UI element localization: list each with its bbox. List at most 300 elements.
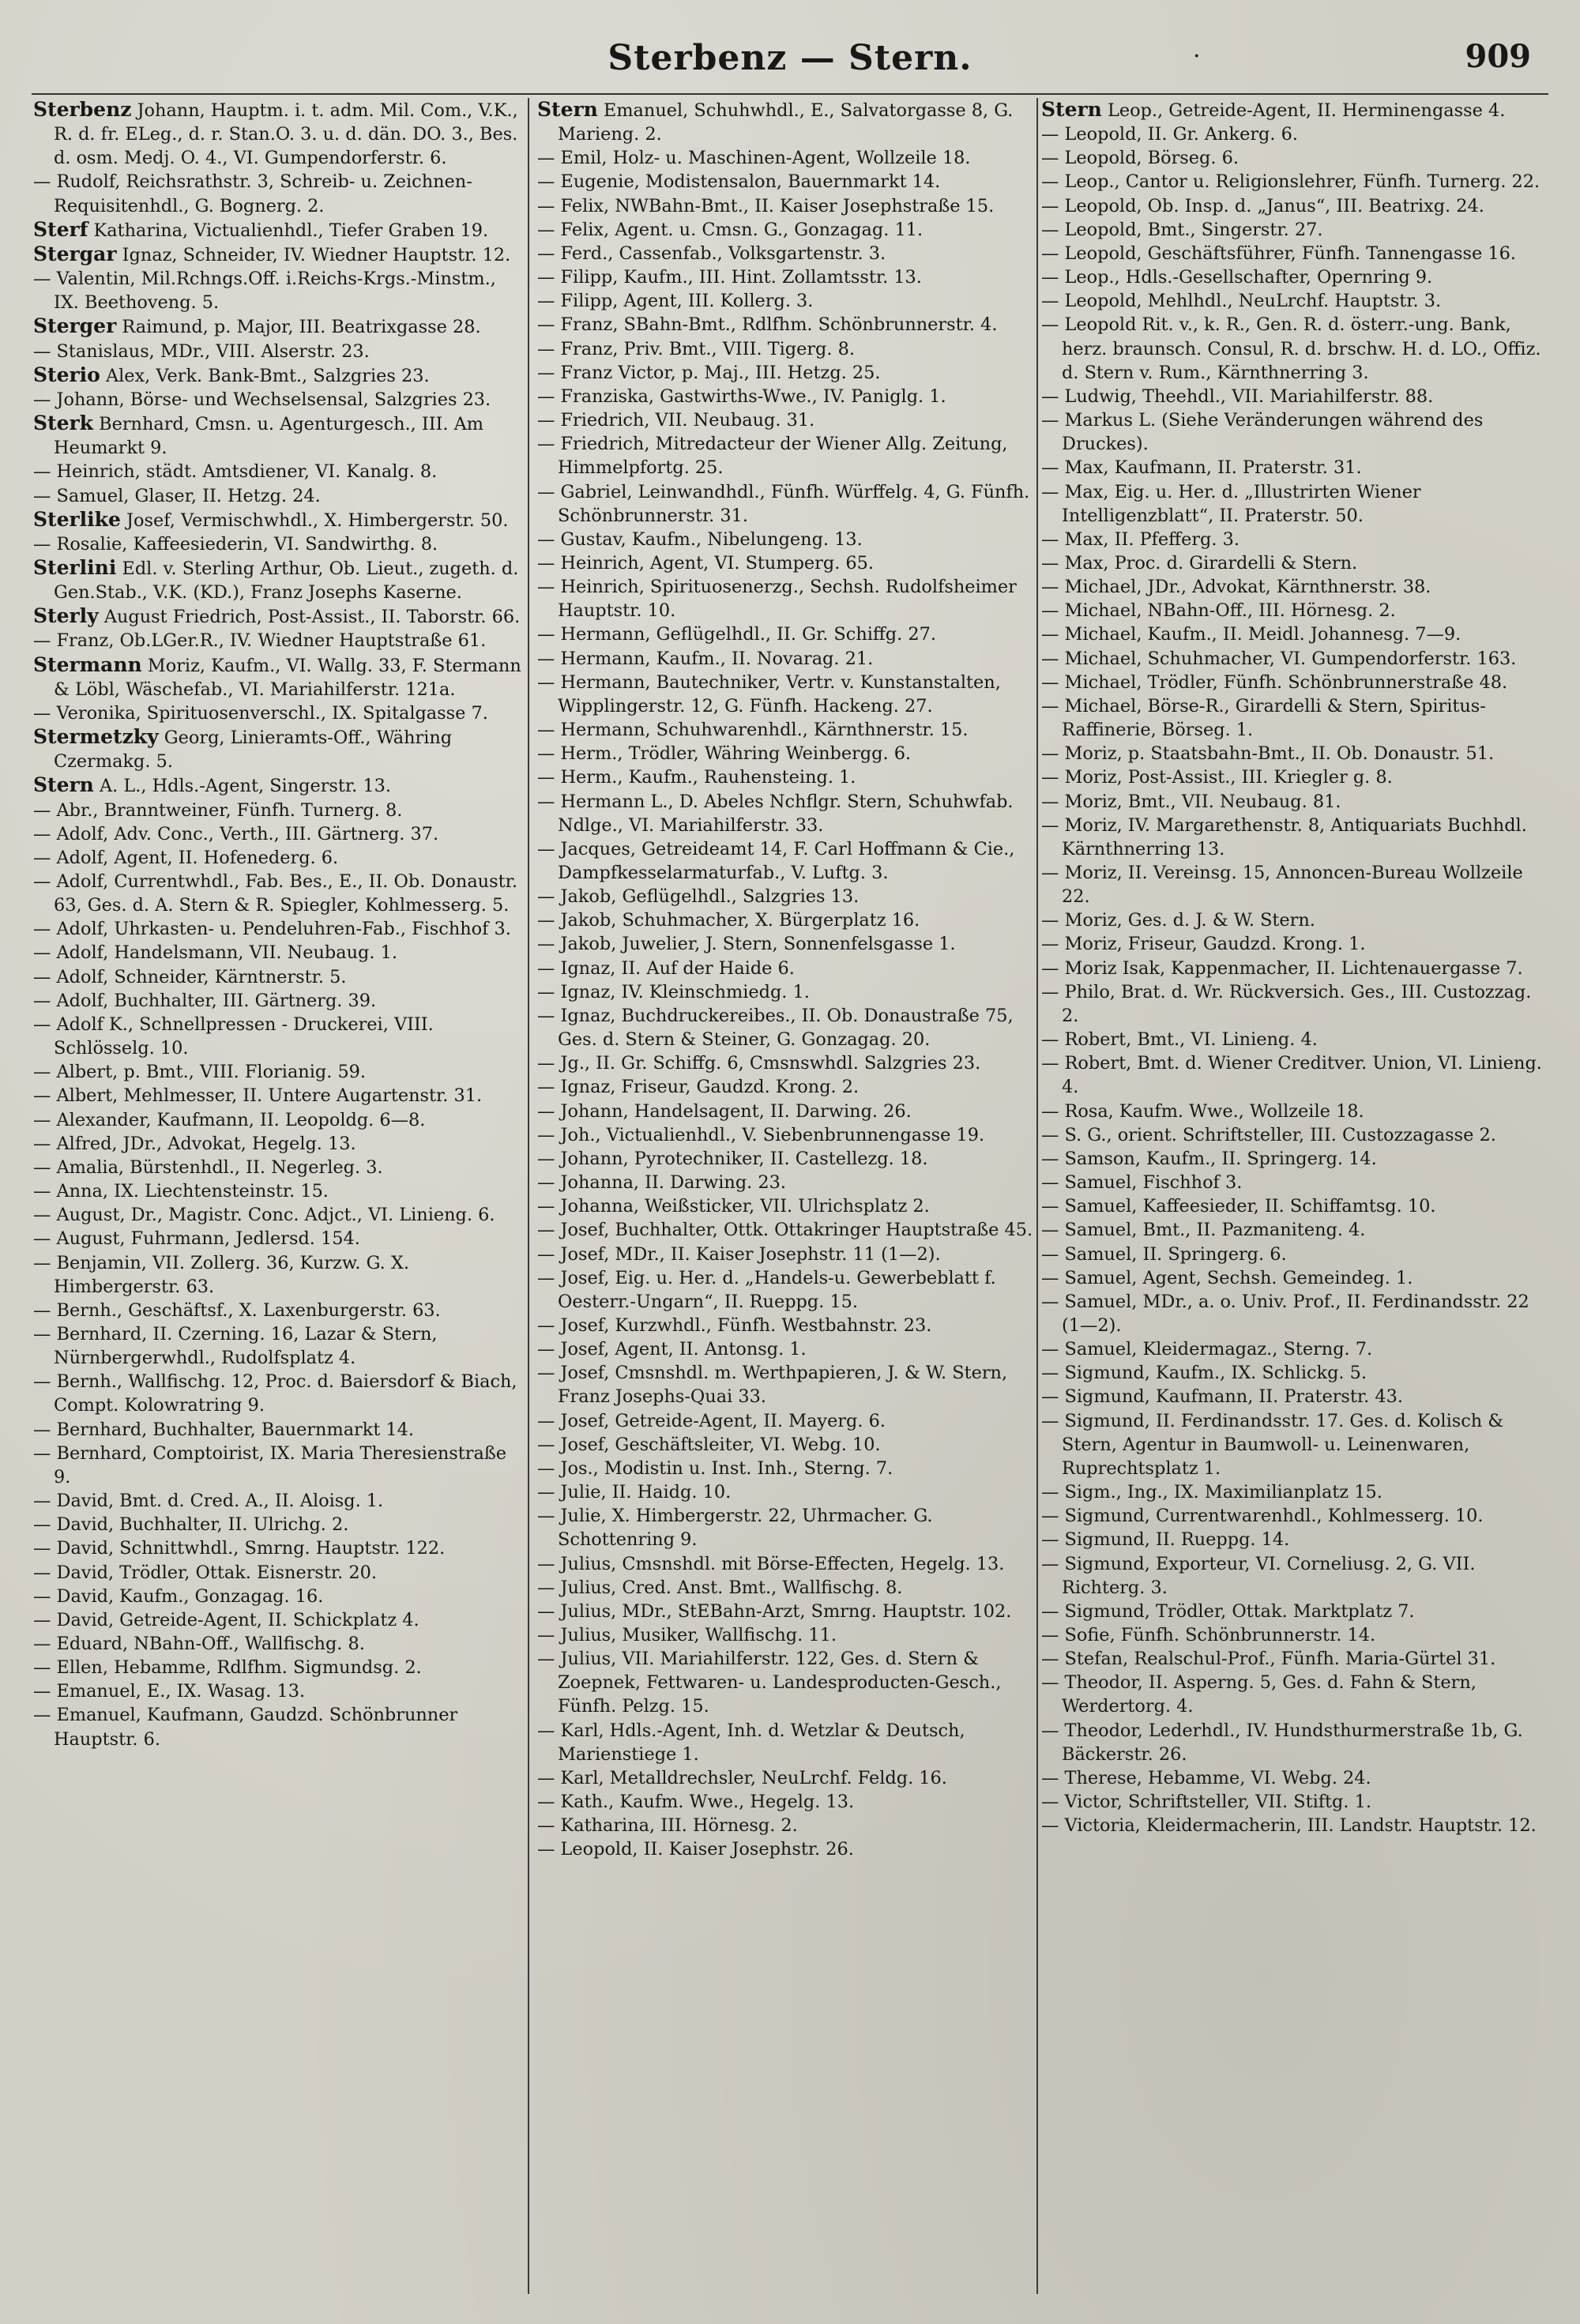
- entry-text: — Adolf, Adv. Conc., Verth., III. Gärtnerg. 37.: [33, 823, 439, 844]
- entry-text: — Josef, Buchhalter, Ottk. Ottakringer Hauptstraße 45.: [537, 1220, 1033, 1241]
- directory-entry: [537, 1243, 1035, 1266]
- directory-entry: [537, 1647, 1035, 1718]
- entry-text: — Adolf, Buchhalter, III. Gärtnerg. 39.: [33, 990, 377, 1011]
- entry-text: — Ignaz, Buchdruckereibes., II. Ob. Donaustraße 75, Ges. d. Stern & Steiner, G. Gonzagag. 20.: [537, 1005, 1014, 1051]
- entry-text: Raimund, p. Major, III. Beatrixgasse 28.: [116, 317, 481, 338]
- directory-entry: [1041, 1123, 1547, 1147]
- entry-text: — David, Getreide-Agent, II. Schickplatz 4.: [33, 1609, 419, 1630]
- entry-text: — Joh., Victualienhdl., V. Siebenbrunnengasse 19.: [537, 1124, 985, 1145]
- directory-entry: [1041, 1766, 1547, 1790]
- directory-entry: [1041, 765, 1547, 789]
- directory-entry: [537, 575, 1035, 622]
- directory-entry: [33, 917, 521, 941]
- entry-text: — Josef, MDr., II. Kaiser Josephstr. 11 (1—2).: [537, 1243, 941, 1265]
- directory-entry: [33, 340, 521, 363]
- entry-text: — Adolf K., Schnellpressen - Druckerei, VIII. Schlösselg. 10.: [33, 1013, 434, 1059]
- entry-text: — Friedrich, Mitredacteur der Wiener Allg. Zeitung, Himmelpfortg. 25.: [537, 434, 1008, 479]
- entry-text: — Leopold, II. Kaiser Josephstr. 26.: [537, 1839, 854, 1860]
- entry-text: — Heinrich, Agent, VI. Stumperg. 65.: [537, 552, 875, 573]
- directory-entry: [33, 314, 521, 339]
- directory-entry: [537, 980, 1035, 1004]
- entry-text: — Leopold Rit. v., k. R., Gen. R. d. österr.-ung. Bank, herz. braunsch. Consul, R. d. brschw. H. d. LO., Offiz. d. Stern v. Rum., Kärnthnerring 3.: [1041, 314, 1541, 383]
- directory-entry: [1041, 528, 1547, 551]
- page-number: 909: [1465, 38, 1531, 75]
- entry-text: — Moriz, II. Vereinsg. 15, Annoncen-Bureau Wollzeile 22.: [1041, 863, 1523, 908]
- entry-text: — Moriz, Post-Assist., III. Kriegler g. 8.: [1041, 767, 1393, 788]
- directory-entry: [33, 1370, 521, 1417]
- entry-text: Moriz, Kaufm., VI. Wallg. 33, F. Stermann & Löbl, Wäschefab., VI. Mariahilferstr. 121a.: [54, 655, 521, 700]
- directory-entry: [33, 773, 521, 798]
- directory-entry: [33, 941, 521, 965]
- entry-text: — Johann, Pyrotechniker, II. Castellezg. 18.: [537, 1148, 928, 1169]
- directory-entry: [33, 412, 521, 460]
- entry-text: — Valentin, Mil.Rchngs.Off. i.Reichs-Krgs.-Minstm., IX. Beethoveng. 5.: [33, 269, 496, 314]
- directory-entry: [33, 1513, 521, 1536]
- directory-entry: [1041, 1100, 1547, 1123]
- entry-text: — Franz, Ob.LGer.R., IV. Wiedner Hauptstraße 61.: [33, 630, 487, 652]
- entry-text: — Theodor, Lederhdl., IV. Hundsthurmerstraße 1b, G. Bäckerstr. 26.: [1041, 1720, 1523, 1765]
- directory-entry: [537, 1814, 1035, 1837]
- directory-entry: [1041, 408, 1547, 456]
- directory-entry: [1041, 480, 1547, 528]
- entry-text: — Samuel, II. Springerg. 6.: [1041, 1243, 1287, 1265]
- entry-text: — Samuel, Bmt., II. Pazmaniteng. 4.: [1041, 1220, 1366, 1241]
- entry-surname: Stern: [33, 773, 94, 797]
- directory-entry: [1041, 1266, 1547, 1290]
- directory-entry: [33, 1251, 521, 1299]
- entry-surname: Sterlike: [33, 507, 121, 531]
- entry-text: — August, Fuhrmann, Jedlersd. 154.: [33, 1228, 360, 1250]
- directory-entry: [1041, 146, 1547, 170]
- entry-text: — Max, Eig. u. Her. d. „Illustrirten Wiener Intelligenzblatt“, II. Praterstr. 50.: [1041, 481, 1421, 526]
- directory-entry: [537, 1837, 1035, 1861]
- entry-text: — Alexander, Kaufmann, II. Leopoldg. 6—8.: [33, 1109, 426, 1130]
- entry-text: Leop., Getreide-Agent, II. Herminengasse 4.: [1101, 100, 1506, 121]
- directory-entry: [33, 965, 521, 989]
- entry-text: — Josef, Agent, II. Antonsg. 1.: [537, 1339, 807, 1360]
- entry-text: Bernhard, Cmsn. u. Agenturgesch., III. Am Heumarkt 9.: [54, 414, 484, 459]
- directory-entry: [1041, 575, 1547, 599]
- directory-entry: [1041, 1051, 1547, 1099]
- entry-text: — Therese, Hebamme, VI. Webg. 24.: [1041, 1767, 1371, 1788]
- directory-entry: [1041, 1243, 1547, 1266]
- column-divider-2: [1036, 98, 1038, 2294]
- directory-entry: [537, 622, 1035, 646]
- directory-entry: [537, 194, 1035, 218]
- entry-surname: Sterk: [33, 412, 94, 435]
- entry-text: — Felix, NWBahn-Bmt., II. Kaiser Josephstraße 15.: [537, 195, 995, 216]
- entry-text: — Karl, Hdls.-Agent, Inh. d. Wetzlar & Deutsch, Marienstiege 1.: [537, 1720, 965, 1765]
- directory-entry: [537, 790, 1035, 837]
- directory-entry: [537, 957, 1035, 980]
- directory-entry: [1041, 1600, 1547, 1623]
- entry-text: — Heinrich, städt. Amtsdiener, VI. Kanalg. 8.: [33, 461, 438, 483]
- entry-text: — Franziska, Gastwirths-Wwe., IV. Paniglg. 1.: [537, 385, 946, 407]
- directory-entry: [537, 1790, 1035, 1814]
- entry-text: — Julie, X. Himbergerstr. 22, Uhrmacher. G. Schottenring 9.: [537, 1506, 933, 1551]
- entry-text: — Jos., Modistin u. Inst. Inh., Sterng. 7.: [537, 1457, 893, 1479]
- directory-entry: [537, 932, 1035, 956]
- directory-entry: [1041, 122, 1547, 146]
- entry-text: — Moriz Isak, Kappenmacher, II. Lichtenauergasse 7.: [1041, 957, 1523, 979]
- entry-text: — Samuel, Fischhof 3.: [1041, 1172, 1243, 1194]
- entry-text: Edl. v. Sterling Arthur, Ob. Lieut., zugeth. d. Gen.Stab., V.K. (KD.), Franz Josephs Kaserne.: [54, 558, 519, 604]
- entry-text: — Sigmund, Currentwarenhdl., Kohlmesserg. 10.: [1041, 1506, 1484, 1527]
- entry-text: — Max, Kaufmann, II. Praterstr. 31.: [1041, 457, 1362, 479]
- entry-text: — Sigm., Ing., IX. Maximilianplatz 15.: [1041, 1482, 1382, 1503]
- entry-text: — Veronika, Spirituosenverschl., IX. Spitalgasse 7.: [33, 702, 488, 724]
- entry-text: — Julius, MDr., StEBahn-Arzt, Smrng. Hauptstr. 102.: [537, 1600, 1012, 1622]
- directory-entry: [33, 725, 521, 773]
- entry-text: — Kath., Kaufm. Wwe., Hegelg. 13.: [537, 1792, 855, 1813]
- directory-entry: [537, 1147, 1035, 1171]
- directory-entry: [33, 1084, 521, 1107]
- directory-entry: [1041, 98, 1547, 122]
- directory-entry: [537, 1314, 1035, 1337]
- entry-text: — Leop., Hdls.-Gesellschafter, Opernring 9.: [1041, 267, 1433, 288]
- directory-entry: [33, 243, 521, 267]
- directory-entry: [33, 1418, 521, 1442]
- directory-entry: [33, 1132, 521, 1156]
- entry-text: — Amalia, Bürstenhdl., II. Negerleg. 3.: [33, 1156, 383, 1178]
- directory-entry: [33, 1156, 521, 1179]
- entry-text: August Friedrich, Post-Assist., II. Taborstr. 66.: [98, 607, 521, 628]
- directory-entry: [33, 822, 521, 846]
- entry-text: — Sofie, Fünfh. Schönbrunnerstr. 14.: [1041, 1625, 1376, 1645]
- entry-text: — Karl, Metalldrechsler, NeuLrchf. Feldg. 16.: [537, 1767, 947, 1788]
- entry-text: — Julius, Cmsnshdl. mit Börse-Effecten, Hegelg. 13.: [537, 1553, 1005, 1574]
- directory-entry: [537, 1504, 1035, 1551]
- entry-text: — Bernh., Wallfischg. 12, Proc. d. Baiersdorf & Biach, Compt. Kolowratring 9.: [33, 1371, 517, 1416]
- entry-text: — Michael, Kaufm., II. Meidl. Johannesg. 7—9.: [1041, 624, 1462, 645]
- entry-text: — Victor, Schriftsteller, VII. Stiftg. 1.: [1041, 1792, 1371, 1813]
- entry-text: — Michael, NBahn-Off., III. Hörnesg. 2.: [1041, 600, 1396, 622]
- directory-entry: [33, 1060, 521, 1084]
- directory-entry: [33, 629, 521, 652]
- directory-entry: [1041, 1409, 1547, 1480]
- entry-text: — Jg., II. Gr. Schiffg. 6, Cmsnswhdl. Salzgries 23.: [537, 1053, 981, 1074]
- entry-text: — Hermann, Kaufm., II. Novarag. 21.: [537, 648, 874, 669]
- entry-text: — August, Dr., Magistr. Conc. Adjct., VI. Linieng. 6.: [33, 1205, 495, 1226]
- directory-entry: [33, 508, 521, 532]
- entry-text: — Ignaz, II. Auf der Haide 6.: [537, 957, 795, 979]
- entry-text: — Ignaz, IV. Kleinschmiedg. 1.: [537, 981, 810, 1002]
- entry-text: — Ignaz, Friseur, Gaudzd. Krong. 2.: [537, 1077, 860, 1098]
- entry-text: — Leop., Cantor u. Religionslehrer, Fünfh. Turnerg. 22.: [1041, 171, 1540, 193]
- directory-entry: [1041, 647, 1547, 671]
- directory-entry: [537, 1218, 1035, 1242]
- entry-text: — Leopold, Mehlhdl., NeuLrchf. Hauptstr. 3.: [1041, 291, 1442, 312]
- directory-entry: [537, 1075, 1035, 1099]
- entry-text: — Ludwig, Theehdl., VII. Mariahilferstr. 88.: [1041, 385, 1434, 407]
- directory-entry: [537, 528, 1035, 551]
- directory-entry: [537, 218, 1035, 242]
- directory-entry: [537, 1433, 1035, 1457]
- entry-text: — Rosa, Kaufm. Wwe., Wollzeile 18.: [1041, 1100, 1364, 1122]
- entry-text: — Samuel, Agent, Sechsh. Gemeindeg. 1.: [1041, 1267, 1413, 1288]
- directory-entry: [1041, 265, 1547, 289]
- entry-text: — Abr., Branntweiner, Fünfh. Turnerg. 8.: [33, 799, 403, 821]
- directory-entry: [537, 718, 1035, 742]
- entry-surname: Sterf: [33, 217, 88, 241]
- directory-entry: [1041, 814, 1547, 861]
- entry-text: — Theodor, II. Asperng. 5, Ges. d. Fahn & Stern, Werdertorg. 4.: [1041, 1672, 1477, 1717]
- directory-entry: [1041, 1361, 1547, 1385]
- directory-entry: [537, 98, 1035, 146]
- entry-text: Katharina, Victualienhdl., Tiefer Graben 19.: [88, 220, 489, 241]
- directory-entry: [33, 1013, 521, 1060]
- directory-entry: [33, 98, 521, 170]
- entry-text: — Leopold, Geschäftsführer, Fünfh. Tannengasse 16.: [1041, 243, 1516, 264]
- directory-entry: [33, 653, 521, 701]
- directory-entry: [33, 1585, 521, 1608]
- directory-entry: [1041, 218, 1547, 242]
- directory-entry: [1041, 1171, 1547, 1194]
- entry-text: — Julius, Cred. Anst. Bmt., Wallfischg. 8.: [537, 1577, 903, 1598]
- entry-text: Emanuel, Schuhwhdl., E., Salvatorgasse 8, G. Marieng. 2.: [558, 100, 1014, 145]
- entry-text: — Samuel, Kleidermagaz., Sterng. 7.: [1041, 1339, 1373, 1360]
- directory-entry: [33, 1442, 521, 1489]
- directory-entry: [537, 408, 1035, 432]
- entry-text: — Stefan, Realschul-Prof., Fünfh. Maria-Gürtel 31.: [1041, 1649, 1496, 1670]
- entry-text: — Benjamin, VII. Zollerg. 36, Kurzw. G. X. Himbergerstr. 63.: [33, 1252, 409, 1297]
- directory-entry: [537, 1171, 1035, 1194]
- entry-text: — Hermann, Bautechniker, Vertr. v. Kunstanstalten, Wipplingerstr. 12, G. Fünfh. Hackeng. 27.: [537, 671, 1001, 716]
- entry-text: — Josef, Kurzwhdl., Fünfh. Westbahnstr. 23.: [537, 1314, 932, 1336]
- directory-entry: [537, 313, 1035, 337]
- directory-entry: [537, 337, 1035, 361]
- directory-entry: [537, 742, 1035, 765]
- entry-text: — S. G., orient. Schriftsteller, III. Custozzagasse 2.: [1041, 1124, 1496, 1145]
- entry-text: Josef, Vermischwhdl., X. Himbergerstr. 50.: [120, 510, 509, 531]
- directory-entry: [1041, 1194, 1547, 1218]
- entry-text: — Eduard, NBahn-Off., Wallfischg. 8.: [33, 1634, 365, 1654]
- entry-text: — Michael, Schuhmacher, VI. Gumpendorferstr. 163.: [1041, 648, 1517, 669]
- directory-entry: [537, 432, 1035, 479]
- directory-entry: [1041, 932, 1547, 956]
- entry-text: — Albert, p. Bmt., VIII. Florianig. 59.: [33, 1062, 367, 1083]
- directory-entry: [33, 1203, 521, 1227]
- directory-entry: [537, 385, 1035, 408]
- entry-text: — Gustav, Kaufm., Nibelungeng. 13.: [537, 528, 863, 550]
- directory-entry: [1041, 551, 1547, 575]
- entry-text: — Heinrich, Spirituosenerzg., Sechsh. Rudolfsheimer Hauptstr. 10.: [537, 577, 1017, 622]
- entry-text: — Sigmund, Exporteur, VI. Corneliusg. 2, G. VII. Richterg. 3.: [1041, 1553, 1476, 1598]
- entry-surname: Sterbenz: [33, 98, 132, 121]
- entry-text: — Sigmund, Kaufmann, II. Praterstr. 43.: [1041, 1386, 1403, 1408]
- entry-text: — David, Buchhalter, II. Ulrichg. 2.: [33, 1514, 349, 1536]
- directory-entry: [537, 1194, 1035, 1218]
- entry-text: — Josef, Eig. u. Her. d. „Handels-u. Gewerbeblatt f. Oesterr.-Ungarn“, II. Rueppg. 15.: [537, 1267, 996, 1312]
- entry-text: — Josef, Getreide-Agent, II. Mayerg. 6.: [537, 1410, 886, 1431]
- entry-text: — Filipp, Agent, III. Kollerg. 3.: [537, 291, 814, 312]
- directory-entry: [33, 846, 521, 870]
- directory-entry: [537, 1004, 1035, 1051]
- entry-text: — Moriz, p. Staatsbahn-Bmt., II. Ob. Donaustr. 51.: [1041, 743, 1495, 765]
- directory-entry: [1041, 742, 1547, 765]
- directory-entry: [537, 289, 1035, 313]
- entry-text: — Samson, Kaufm., II. Springerg. 14.: [1041, 1148, 1377, 1169]
- directory-entry: [537, 146, 1035, 170]
- directory-entry: [1041, 170, 1547, 194]
- entry-text: — Gabriel, Leinwandhdl., Fünfh. Würffelg. 4, G. Fünfh. Schönbrunnerstr. 31.: [537, 481, 1030, 526]
- directory-entry: [537, 1766, 1035, 1790]
- directory-entry: [1041, 1814, 1547, 1837]
- entry-text: — Bernhard, Buchhalter, Bauernmarkt 14.: [33, 1419, 415, 1440]
- directory-entry: [537, 1457, 1035, 1480]
- entry-text: — Leopold, II. Gr. Ankerg. 6.: [1041, 124, 1298, 145]
- entry-text: — Adolf, Handelsmann, VII. Neubaug. 1.: [33, 942, 397, 964]
- entry-text: — Jakob, Schuhmacher, X. Bürgerplatz 16.: [537, 910, 920, 931]
- page-header: [0, 38, 1580, 88]
- entry-text: — Bernhard, Comptoirist, IX. Maria Theresienstraße 9.: [33, 1442, 507, 1487]
- directory-entry: [537, 1337, 1035, 1361]
- directory-entry: [537, 837, 1035, 885]
- entry-text: — Johanna, II. Darwing. 23.: [537, 1172, 787, 1194]
- directory-entry: [537, 1623, 1035, 1647]
- directory-entry: [33, 218, 521, 243]
- entry-surname: Sterio: [33, 363, 100, 386]
- entry-text: — Moriz, Bmt., VII. Neubaug. 81.: [1041, 791, 1341, 812]
- directory-entry: [33, 1608, 521, 1632]
- entry-text: — Rudolf, Reichsrathstr. 3, Schreib- u. Zeichnen-Requisitenhdl., G. Bognerg. 2.: [33, 171, 472, 216]
- entry-text: — Markus L. (Siehe Veränderungen während des Druckes).: [1041, 410, 1484, 455]
- directory-entry: [537, 1123, 1035, 1147]
- directory-entry: [33, 267, 521, 314]
- entry-text: — Alfred, JDr., Advokat, Hegelg. 13.: [33, 1133, 356, 1154]
- entry-surname: Sterlini: [33, 555, 117, 579]
- directory-entry: [1041, 1671, 1547, 1718]
- directory-entry: [1041, 622, 1547, 646]
- entry-text: — Anna, IX. Liechtensteinstr. 15.: [33, 1181, 329, 1202]
- directory-entry: [537, 885, 1035, 908]
- directory-entry: [1041, 242, 1547, 265]
- directory-entry: [33, 1489, 521, 1513]
- entry-text: — Emanuel, E., IX. Wasag. 13.: [33, 1681, 306, 1702]
- directory-entry: [1041, 1719, 1547, 1766]
- entry-text: — Michael, Börse-R., Girardelli & Stern, Spiritus-Raffinerie, Börseg. 1.: [1041, 695, 1486, 741]
- entry-text: — Julie, II. Haidg. 10.: [537, 1482, 732, 1503]
- header-dot: ·: [1193, 43, 1201, 70]
- directory-entry: [537, 1480, 1035, 1504]
- directory-entry: [1041, 861, 1547, 908]
- entry-text: — Ellen, Hebamme, Rdlfhm. Sigmundsg. 2.: [33, 1657, 422, 1679]
- running-title: Sterbenz — Stern.: [608, 38, 972, 78]
- entry-text: — Julius, VII. Mariahilferstr. 122, Ges. d. Stern & Zoepnek, Fettwaren- u. Landesproducten-Gesch., Fünfh. Pelzg. 15.: [537, 1649, 1002, 1717]
- directory-entry: [1041, 908, 1547, 932]
- entry-text: — Jakob, Juwelier, J. Stern, Sonnenfelsgasse 1.: [537, 934, 956, 955]
- directory-entry: [537, 480, 1035, 528]
- directory-entry: [1041, 671, 1547, 694]
- entry-text: — Sigmund, II. Rueppg. 14.: [1041, 1529, 1290, 1551]
- entry-text: — Jacques, Getreideamt 14, F. Carl Hoffmann & Cie., Dampfkesselarmaturfab., V. Luftg. 3.: [537, 838, 1015, 883]
- entry-text: — Herm., Trödler, Währing Weinbergg. 6.: [537, 743, 912, 765]
- directory-entry: [1041, 1528, 1547, 1551]
- entry-text: — Adolf, Uhrkasten- u. Pendeluhren-Fab., Fischhof 3.: [33, 919, 511, 940]
- entry-text: — Julius, Musiker, Wallfischg. 11.: [537, 1625, 837, 1645]
- entry-text: — Michael, Trödler, Fünfh. Schönbrunnerstraße 48.: [1041, 671, 1508, 693]
- directory-entry: [537, 908, 1035, 932]
- directory-entry: [1041, 1647, 1547, 1671]
- directory-entry: [1041, 1480, 1547, 1504]
- entry-text: — Philo, Brat. d. Wr. Rückversich. Ges., III. Custozzag. 2.: [1041, 981, 1532, 1026]
- entry-text: — Leopold, Bmt., Singerstr. 27.: [1041, 219, 1323, 240]
- entry-text: Alex, Verk. Bank-Bmt., Salzgries 23.: [100, 365, 430, 386]
- directory-entry: [537, 647, 1035, 671]
- entry-text: A. L., Hdls.-Agent, Singerstr. 13.: [93, 776, 391, 797]
- entry-text: — Sigmund, II. Ferdinandsstr. 17. Ges. d. Kolisch & Stern, Agentur in Baumwoll- u. Leinenwaren, Ruprechtsplatz 1.: [1041, 1410, 1504, 1479]
- directory-entry: [1041, 1385, 1547, 1408]
- directory-entry: [1041, 957, 1547, 980]
- entry-text: — Hermann, Schuhwarenhdl., Kärnthnerstr. 15.: [537, 720, 969, 741]
- directory-entry: [33, 1108, 521, 1132]
- directory-entry: [1041, 313, 1547, 384]
- entry-text: — Franz Victor, p. Maj., III. Hetzg. 25.: [537, 362, 881, 383]
- directory-entry: [33, 870, 521, 917]
- entry-text: — Robert, Bmt. d. Wiener Creditver. Union, VI. Linieng. 4.: [1041, 1053, 1542, 1098]
- directory-entry: [1041, 1218, 1547, 1242]
- directory-entry: [537, 1719, 1035, 1766]
- directory-entry: [537, 1051, 1035, 1075]
- entry-text: — Herm., Kaufm., Rauhensteing. 1.: [537, 767, 856, 788]
- directory-entry: [33, 1632, 521, 1656]
- entry-text: — David, Bmt. d. Cred. A., II. Aloisg. 1.: [33, 1491, 384, 1512]
- directory-entry: [33, 1179, 521, 1203]
- entry-text: — Moriz, Ges. d. J. & W. Stern.: [1041, 910, 1315, 931]
- entry-text: Johann, Hauptm. i. t. adm. Mil. Com., V.K., R. d. fr. ELeg., d. r. Stan.O. 3. u. d. dän. DO. 3., Bes. d. osm. Medj. O. 4., VI. Gumpendorferstr. 6.: [54, 100, 518, 169]
- entry-text: — Franz, Priv. Bmt., VIII. Tigerg. 8.: [537, 338, 855, 359]
- entry-text: — Max, II. Pfefferg. 3.: [1041, 528, 1240, 550]
- directory-entry: [537, 1576, 1035, 1600]
- entry-text: — Bernh., Geschäftsf., X. Laxenburgerstr. 63.: [33, 1299, 441, 1321]
- entry-text: — Leopold, Ob. Insp. d. „Janus“, III. Beatrixg. 24.: [1041, 195, 1484, 216]
- entry-text: — Hermann, Geflügelhdl., II. Gr. Schiffg. 27.: [537, 624, 936, 645]
- entry-text: — Samuel, MDr., a. o. Univ. Prof., II. Ferdinandsstr. 22 (1—2).: [1041, 1291, 1529, 1336]
- directory-entry: [33, 1227, 521, 1250]
- directory-entry: [33, 1703, 521, 1751]
- directory-entry: [1041, 1147, 1547, 1171]
- directory-entry: [33, 1561, 521, 1585]
- directory-entry: [33, 701, 521, 725]
- directory-entry: [33, 170, 521, 217]
- entry-text: — Katharina, III. Hörnesg. 2.: [537, 1815, 798, 1837]
- entry-surname: Stermann: [33, 652, 142, 676]
- directory-entry: [537, 170, 1035, 194]
- entry-text: — Jakob, Geflügelhdl., Salzgries 13.: [537, 886, 860, 908]
- directory-entry: [33, 604, 521, 629]
- entry-text: — Emanuel, Kaufmann, Gaudzd. Schönbrunner Hauptstr. 6.: [33, 1705, 458, 1750]
- entry-text: — Eugenie, Modistensalon, Bauernmarkt 14.: [537, 171, 941, 193]
- entry-surname: Sterger: [33, 314, 117, 338]
- directory-entry: [33, 460, 521, 483]
- directory-entry: [1041, 1028, 1547, 1051]
- column-divider-1: [528, 98, 529, 2294]
- entry-text: — Ferd., Cassenfab., Volksgartenstr. 3.: [537, 243, 886, 264]
- directory-entry: [537, 1100, 1035, 1123]
- directory-entry: [1041, 194, 1547, 218]
- directory-entry: [33, 556, 521, 604]
- directory-entry: [537, 765, 1035, 789]
- entry-text: — Filipp, Kaufm., III. Hint. Zollamtsstr. 13.: [537, 267, 922, 288]
- directory-entry: [1041, 599, 1547, 622]
- directory-entry: [33, 799, 521, 822]
- directory-entry: [33, 484, 521, 508]
- entry-text: — David, Trödler, Ottak. Eisnerstr. 20.: [33, 1562, 377, 1583]
- entry-text: — Sigmund, Kaufm., IX. Schlickg. 5.: [1041, 1363, 1367, 1384]
- entry-text: — Josef, Geschäftsleiter, VI. Webg. 10.: [537, 1434, 881, 1455]
- directory-entry: [33, 532, 521, 556]
- entry-surname: Sterly: [33, 604, 99, 628]
